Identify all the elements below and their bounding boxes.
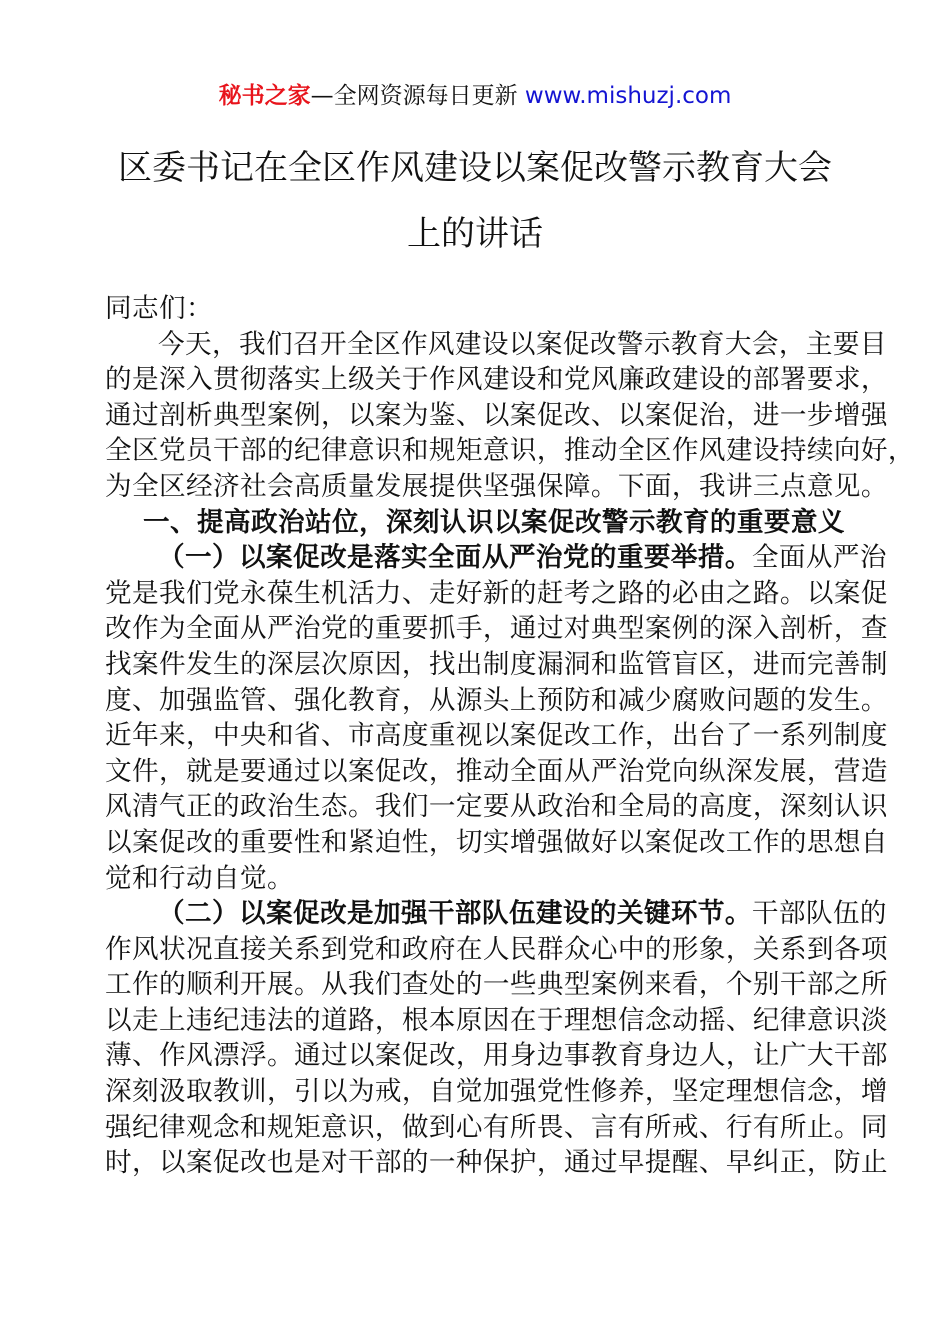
subsection-1-heading: （一）以案促改是落实全面从严治党的重要举措。 xyxy=(158,542,752,574)
paragraph-text: 干部队伍的 xyxy=(751,898,887,930)
paragraph-line: 作风状况直接关系到党和政府在人民群众心中的形象，关系到各项 xyxy=(105,933,888,965)
paragraph-line: 薄、作风漂浮。通过以案促改，用身边事教育身边人，让广大干部 xyxy=(105,1040,888,1072)
paragraph-line: 找案件发生的深层次原因，找出制度漏洞和监管盲区，进而完善制 xyxy=(105,648,888,680)
paragraph-line: 风清气正的政治生态。我们一定要从政治和全局的高度，深刻认识 xyxy=(105,791,888,823)
paragraph-line: 工作的顺利开展。从我们查处的一些典型案例来看，个别干部之所 xyxy=(105,969,888,1001)
paragraph-line: 以案促改的重要性和紧迫性，切实增强做好以案促改工作的思想自 xyxy=(105,826,888,858)
subsection-1-first-line xyxy=(105,540,887,576)
paragraph-line: 的是深入贯彻落实上级关于作风建设和党风廉政建设的部署要求， xyxy=(105,364,888,396)
paragraph-line: 改作为全面从严治党的重要抓手，通过对典型案例的深入剖析，查 xyxy=(105,613,888,645)
paragraph-line: 文件，就是要通过以案促改，推动全面从严治党向纵深发展，营造 xyxy=(105,755,888,787)
paragraph-line: 通过剖析典型案例，以案为鉴、以案促改、以案促治，进一步增强 xyxy=(105,399,888,431)
section-heading-1: 一、提高政治站位，深刻认识以案促改警示教育的重要意义 xyxy=(143,506,845,538)
subsection-2-heading: （二）以案促改是加强干部队伍建设的关键环节。 xyxy=(158,898,752,930)
site-header xyxy=(0,80,950,112)
site-url[interactable]: www.mishuzj.com xyxy=(524,83,732,109)
paragraph-line: 强纪律观念和规矩意识，做到心有所畏、言有所戒、行有所止。同 xyxy=(105,1111,888,1143)
subsection-2-first-line xyxy=(105,896,887,932)
document-title-line-1: 区委书记在全区作风建设以案促改警示教育大会 xyxy=(118,148,832,188)
paragraph-line: 为全区经济社会高质量发展提供坚强保障。下面，我讲三点意见。 xyxy=(105,470,888,502)
paragraph-line: 时，以案促改也是对干部的一种保护，通过早提醒、早纠正，防止 xyxy=(105,1147,888,1179)
paragraph-line: 觉和行动自觉。 xyxy=(105,862,294,894)
paragraph-line: 党是我们党永葆生机活力、走好新的赶考之路的必由之路。以案促 xyxy=(105,577,888,609)
salutation: 同志们： xyxy=(105,293,213,324)
paragraph-line: 今天，我们召开全区作风建设以案促改警示教育大会，主要目 xyxy=(158,328,887,360)
document-body xyxy=(105,291,915,1181)
paragraph-line: 近年来，中央和省、市高度重视以案促改工作，出台了一系列制度 xyxy=(105,720,888,752)
paragraph-line: 深刻汲取教训，引以为戒，自觉加强党性修养，坚定理想信念，增 xyxy=(105,1076,888,1108)
paragraph-line: 度、加强监管、强化教育，从源头上预防和减少腐败问题的发生。 xyxy=(105,684,888,716)
paragraph-text: 全面从严治 xyxy=(751,542,887,574)
document-title-line-2: 上的讲话 xyxy=(407,214,543,254)
brand-name: 秘书之家 xyxy=(218,83,311,109)
paragraph-line: 全区党员干部的纪律意识和规矩意识，推动全区作风建设持续向好， xyxy=(105,435,915,467)
header-tagline: —全网资源每日更新 xyxy=(310,83,525,109)
paragraph-line: 以走上违纪违法的道路，根本原因在于理想信念动摇、纪律意识淡 xyxy=(105,1004,888,1036)
